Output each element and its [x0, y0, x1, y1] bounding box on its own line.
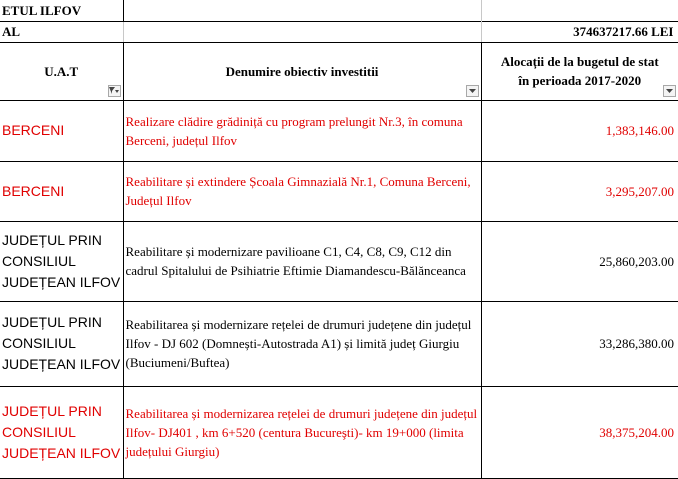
uat-name: JUDEȚUL PRIN CONSILIUL JUDEȚEAN ILFOV — [2, 232, 120, 290]
amount-cell[interactable] — [481, 100, 678, 161]
amount-cell[interactable] — [481, 221, 678, 301]
amount-value: 33,286,380.00 — [599, 336, 674, 351]
total-label-cell[interactable] — [0, 21, 123, 42]
objective-cell[interactable] — [123, 161, 481, 221]
uat-cell[interactable] — [0, 301, 123, 386]
header-row — [0, 42, 678, 100]
objective-text: Reabilitarea și modernizare rețelei de drumuri județene din județul Ilfov - DJ 602 (Domnești-Autostrada A1) și limită județ Giurgiu (Buciumeni/Buftea) — [126, 317, 472, 370]
objective-cell[interactable] — [123, 386, 481, 478]
objective-text: Reabilitare și extindere Școala Gimnazială Nr.1, Comuna Berceni, Județul Ilfov — [126, 174, 471, 208]
county-title-row — [0, 0, 678, 21]
county-title: ETUL ILFOV — [2, 3, 81, 18]
table-row — [0, 161, 678, 221]
empty-cell[interactable] — [123, 21, 481, 42]
total-row — [0, 21, 678, 42]
header-uat: U.A.T — [44, 64, 78, 79]
objective-text: Realizare clădire grădiniță cu program prelungit Nr.3, în comuna Berceni, județul Ilfov — [126, 114, 463, 148]
uat-name: JUDEȚUL PRIN CONSILIUL JUDEȚEAN ILFOV — [2, 403, 120, 461]
header-allocation-cell[interactable] — [481, 42, 678, 100]
empty-cell[interactable] — [123, 0, 481, 21]
table-row — [0, 386, 678, 478]
amount-value: 3,295,207.00 — [606, 184, 674, 199]
table-row — [0, 301, 678, 386]
total-label: AL — [2, 24, 20, 39]
dropdown-arrow-icon[interactable] — [466, 85, 479, 97]
header-allocation-line1: Alocații de la bugetul de stat — [482, 52, 678, 71]
objective-cell[interactable] — [123, 301, 481, 386]
county-title-cell[interactable] — [0, 0, 123, 21]
empty-cell[interactable] — [481, 0, 678, 21]
amount-value: 38,375,204.00 — [599, 425, 674, 440]
table-row — [0, 100, 678, 161]
uat-name: JUDEȚUL PRIN CONSILIUL JUDEȚEAN ILFOV — [2, 314, 120, 372]
dropdown-arrow-icon[interactable] — [663, 85, 676, 97]
amount-value: 1,383,146.00 — [606, 123, 674, 138]
total-value-cell[interactable] — [481, 21, 678, 42]
filter-active-icon[interactable] — [108, 85, 121, 97]
objective-cell[interactable] — [123, 100, 481, 161]
amount-cell[interactable] — [481, 386, 678, 478]
amount-cell[interactable] — [481, 301, 678, 386]
total-value: 374637217.66 LEI — [573, 24, 673, 39]
amount-cell[interactable] — [481, 161, 678, 221]
header-allocation-line2: în perioada 2017-2020 — [482, 71, 678, 90]
uat-cell[interactable] — [0, 100, 123, 161]
table-row — [0, 221, 678, 301]
objective-text: Reabilitarea și modernizarea rețelei de drumuri județene din județul Ilfov- DJ401 , km 6+520 (centura Bucureşti)- km 19+000 (limita județului Giurgiu) — [126, 406, 478, 459]
amount-value: 25,860,203.00 — [599, 254, 674, 269]
header-objective-cell[interactable] — [123, 42, 481, 100]
uat-cell[interactable] — [0, 221, 123, 301]
objective-text: Reabilitare și modernizare pavilioane C1, C4, C8, C9, C12 din cadrul Spitalului de Psihiatrie Eftimie Diamandescu-Bălănceanca — [126, 244, 466, 278]
uat-name: BERCENI — [2, 122, 64, 138]
header-objective: Denumire obiectiv investitii — [226, 64, 379, 79]
uat-cell[interactable] — [0, 161, 123, 221]
uat-cell[interactable] — [0, 386, 123, 478]
objective-cell[interactable] — [123, 221, 481, 301]
header-uat-cell[interactable] — [0, 42, 123, 100]
uat-name: BERCENI — [2, 183, 64, 199]
